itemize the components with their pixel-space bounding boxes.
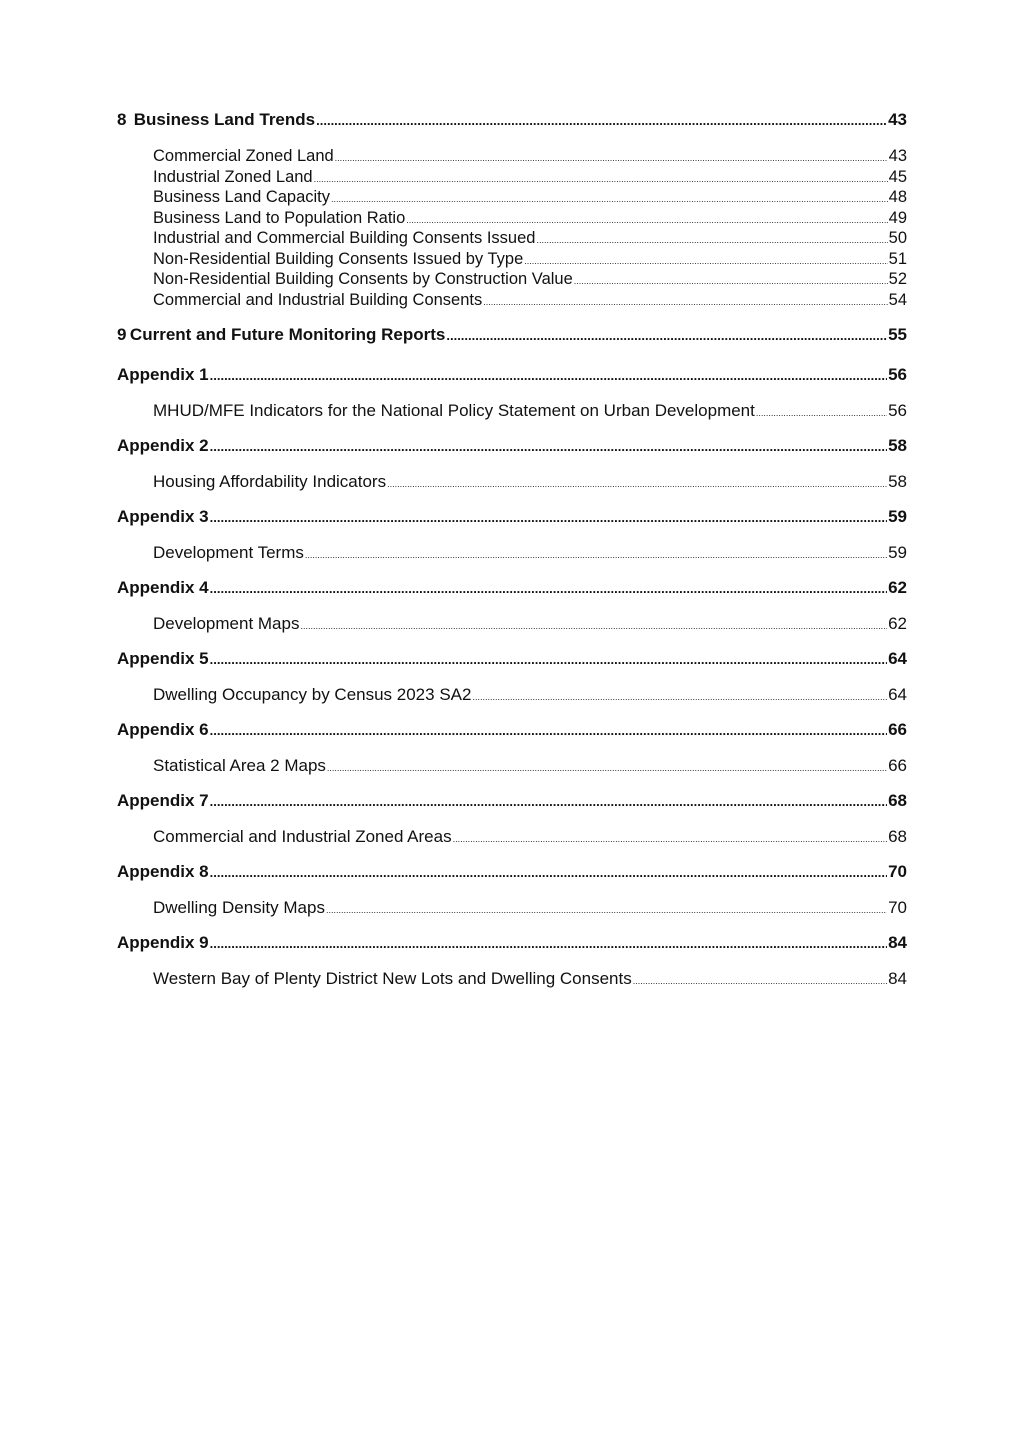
toc-appendix-1[interactable] xyxy=(117,365,907,385)
toc-entry[interactable] xyxy=(117,270,907,289)
toc-page-number: 43 xyxy=(888,147,907,165)
toc-appendix-2[interactable] xyxy=(117,436,907,456)
toc-appendix-title: Appendix 4 xyxy=(117,578,209,597)
toc-entry[interactable] xyxy=(117,209,907,228)
toc-page-number: 49 xyxy=(888,208,907,227)
toc-page-number: 64 xyxy=(888,685,907,704)
toc-leader xyxy=(210,794,887,809)
toc-appendix-4[interactable] xyxy=(117,578,907,598)
toc-entry-title: Non-Residential Building Consents Issued by Type xyxy=(153,249,524,268)
toc-leader xyxy=(210,439,887,454)
toc-entry[interactable] xyxy=(117,401,907,421)
toc-entry[interactable] xyxy=(117,685,907,705)
toc-entry-title: Dwelling Occupancy by Census 2023 SA2 xyxy=(153,685,472,704)
toc-leader xyxy=(210,723,887,738)
toc-section-title: Current and Future Monitoring Reports xyxy=(129,325,446,344)
toc-entry[interactable] xyxy=(117,969,907,989)
toc-leader xyxy=(446,328,887,343)
toc-page-number: 62 xyxy=(888,614,907,633)
toc-entry[interactable] xyxy=(117,147,907,166)
toc-page-number: 62 xyxy=(888,578,907,597)
toc-page-number: 64 xyxy=(888,649,907,668)
toc-leader xyxy=(210,652,887,667)
toc-appendix-title: Appendix 1 xyxy=(117,365,209,384)
toc-entry[interactable] xyxy=(117,168,907,187)
toc-leader xyxy=(316,113,887,128)
toc-page-number: 58 xyxy=(888,472,907,491)
toc-entry[interactable] xyxy=(117,898,907,918)
toc-leader xyxy=(483,297,887,307)
toc-leader xyxy=(210,581,887,596)
toc-entry-title: Commercial Zoned Land xyxy=(153,147,334,165)
toc-section-8[interactable] xyxy=(117,110,907,130)
toc-appendix-3[interactable] xyxy=(117,507,907,527)
toc-page-number: 70 xyxy=(888,862,907,881)
toc-page-number: 45 xyxy=(888,167,907,186)
toc-leader xyxy=(210,865,887,880)
toc-entry[interactable] xyxy=(117,827,907,847)
toc-appendix-7[interactable] xyxy=(117,791,907,811)
toc-entry-title: Industrial Zoned Land xyxy=(153,167,313,186)
toc-leader xyxy=(314,174,888,184)
toc-entry[interactable] xyxy=(117,250,907,269)
toc-entry-title: Western Bay of Plenty District New Lots and Dwelling Consents xyxy=(153,969,632,988)
toc-page-number: 43 xyxy=(888,110,907,129)
toc-leader xyxy=(210,510,887,525)
toc-section-number: 9 xyxy=(117,325,127,344)
toc-leader xyxy=(210,368,887,383)
toc-entry[interactable] xyxy=(117,614,907,634)
toc-entry[interactable] xyxy=(117,188,907,207)
toc-page-number: 59 xyxy=(888,543,907,562)
toc-entry[interactable] xyxy=(117,543,907,563)
toc-entry-title: Commercial and Industrial Zoned Areas xyxy=(153,827,452,846)
toc-leader xyxy=(756,408,887,418)
toc-leader xyxy=(453,834,887,844)
toc-entry[interactable] xyxy=(117,291,907,310)
toc-page-number: 66 xyxy=(888,756,907,775)
toc-entry-title: Dwelling Density Maps xyxy=(153,898,325,917)
toc-leader xyxy=(387,479,887,489)
toc-page-number: 54 xyxy=(888,290,907,309)
toc-entry-title: Business Land to Population Ratio xyxy=(153,208,406,227)
toc-leader xyxy=(210,936,887,951)
toc-appendix-title: Appendix 7 xyxy=(117,791,209,810)
toc-leader xyxy=(327,763,887,773)
toc-page-number: 66 xyxy=(888,720,907,739)
toc-page-number: 56 xyxy=(888,365,907,384)
toc-page-number: 52 xyxy=(888,270,907,288)
toc-page-number: 51 xyxy=(888,249,907,268)
toc-entry-title: Development Terms xyxy=(153,543,304,562)
toc-entry-title: Industrial and Commercial Building Consents Issued xyxy=(153,229,536,247)
toc-entry-title: Non-Residential Building Consents by Construction Value xyxy=(153,270,573,288)
toc-page-number: 50 xyxy=(888,229,907,247)
toc-leader xyxy=(300,621,887,631)
toc-page-number: 56 xyxy=(888,401,907,420)
toc-leader xyxy=(331,194,888,204)
toc-entry-title: MHUD/MFE Indicators for the National Policy Statement on Urban Development xyxy=(153,401,755,420)
toc-entry-title: Development Maps xyxy=(153,614,300,633)
toc-appendix-title: Appendix 9 xyxy=(117,933,209,952)
toc-leader xyxy=(472,692,887,702)
toc-page-number: 68 xyxy=(888,827,907,846)
toc-page-number: 84 xyxy=(888,969,907,988)
toc-page-number: 48 xyxy=(888,188,907,206)
toc-appendix-9[interactable] xyxy=(117,933,907,953)
toc-appendix-title: Appendix 3 xyxy=(117,507,209,526)
toc-entry[interactable] xyxy=(117,229,907,248)
toc-appendix-5[interactable] xyxy=(117,649,907,669)
toc-leader xyxy=(335,153,888,163)
toc-leader xyxy=(633,976,887,986)
toc-entry-title: Commercial and Industrial Building Consents xyxy=(153,290,483,309)
toc-entry-title: Housing Affordability Indicators xyxy=(153,472,387,491)
toc-page-number: 70 xyxy=(888,898,907,917)
toc-section-title: Business Land Trends xyxy=(133,110,316,129)
toc-leader xyxy=(574,276,888,286)
toc-entry[interactable] xyxy=(117,472,907,492)
toc-appendix-title: Appendix 5 xyxy=(117,649,209,668)
toc-page-number: 58 xyxy=(888,436,907,455)
toc-appendix-title: Appendix 8 xyxy=(117,862,209,881)
toc-entry-title: Statistical Area 2 Maps xyxy=(153,756,326,775)
toc-appendix-8[interactable] xyxy=(117,862,907,882)
toc-appendix-title: Appendix 6 xyxy=(117,720,209,739)
toc-page-number: 84 xyxy=(888,933,907,952)
toc-leader xyxy=(305,550,887,560)
toc-leader xyxy=(524,256,887,266)
toc-leader xyxy=(326,905,887,915)
toc-leader xyxy=(406,215,887,225)
toc-section-9[interactable] xyxy=(117,325,907,345)
toc-section-number: 8 xyxy=(117,110,127,129)
toc-page-number: 55 xyxy=(888,325,907,344)
toc-page-number: 59 xyxy=(888,507,907,526)
toc-leader xyxy=(536,235,887,245)
toc-entry-title: Business Land Capacity xyxy=(153,188,331,206)
toc-page-number: 68 xyxy=(888,791,907,810)
toc-entry[interactable] xyxy=(117,756,907,776)
toc-appendix-6[interactable] xyxy=(117,720,907,740)
toc-appendix-title: Appendix 2 xyxy=(117,436,209,455)
